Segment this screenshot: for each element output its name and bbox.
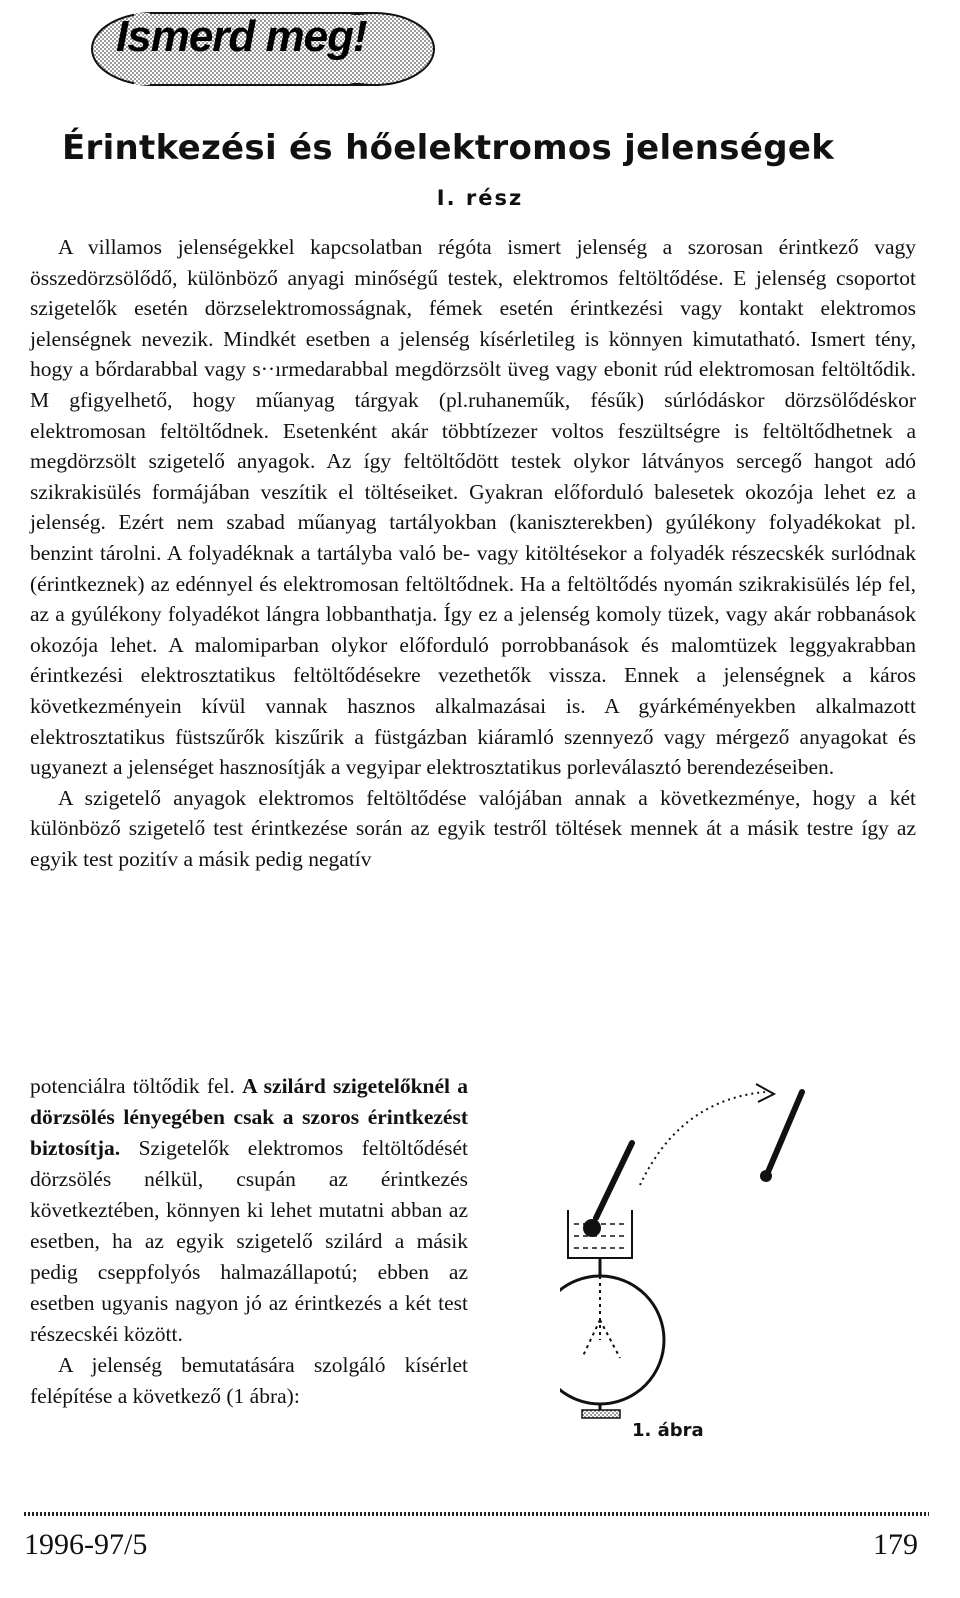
motion-arrow bbox=[640, 1092, 765, 1185]
article-body bbox=[30, 232, 916, 874]
rod-upper bbox=[768, 1092, 802, 1172]
figure-caption: 1. ábra bbox=[632, 1420, 704, 1441]
paragraph: A villamos jelenségekkel kapcsolatban régóta ismert jelenség a szorosan érintkező vagy összedörzsölődő, különböző anyagi minőségű testek, elektromos feltöltődése. E jelenség csoportot szigetelők esetén dörzselektromosságnak, fémek esetén érintkezési vagy kontakt elektromos jelenségnek nevezik. Mindkét esetben a jelenség kísérletileg is könnyen kimutatható. Ismert tény, hogy a bőrdarabbal vagy s··ırmedarabbal megdörzsölt üveg vagy ebonit rúd elektromosan feltöltődik. M gfigyelhető, hogy műanyag tárgyak (pl.ruhaneműk, fésűk) súrlódáskor dörzsölődéskor elektromosan feltöltődnek. Esetenként akár többtízezer voltos feszültségre is feltöltődhetnek a megdörzsölt szigetelő anyagok. Az így feltöltődött testek olykor látványos sercegő hangot adó szikrakisülés formájában veszítik el töltéseiket. Gyakran előforduló balesetek okozója lehet ez a jelenség. Ezért nem szabad műanyag tartályokban (kaniszterekben) gyúlékony folyadékokat pl. benzint tárolni. A folyadéknak a tartályba való be- vagy kitöltésekor a folyadék részecskék surlódnak (érintkeznek) az edénnyel és elektromosan feltöltődnek. Ha a feltöltődés nyomán szikrakisülés lép fel, az a gyúlékony folyadékot lángra lobbanthatja. Így ez a jelenség komoly tüzek, vagy akár robbanások okozója lehet. A malomiparban olykor előforduló porrobbanások és malomtüzek leggyakrabban érintkezési elektrosztatikus feltöltődésekre vezethetők vissza. Ennek a jelenségnek a káros következményein kívül vannak hasznos alkalmazásai is. A gyárkéményekben alkalmazott elektrosztatikus füstszűrők kiszűrik a füstgázban kiáramló szennyező vagy mérgező anyagokat és ugyanezt a jelenséget hasznosítják a vegyipar elektrosztatikus porleválasztó berendezéseiben. bbox=[30, 235, 916, 780]
bold-statement: A szilárd szigetelőknél a dörzsölés lényegében csak a szoros érintkezést biztosítja. bbox=[30, 1074, 468, 1160]
page-number: 179 bbox=[873, 1528, 918, 1561]
explanation-text: Szigetelők elektromos feltöltődését dörzsölés nélkül, csupán az érintkezés következtében, könnyen ki lehet mutatni abban az esetben, ha az egyik szigetelő szilárd a másik pedig cseppfolyós halmazállapotú; ebben az esetben ugyanis nagyon jó az érintkezés a két test részecskéi között. bbox=[30, 1136, 468, 1346]
experiment-figure bbox=[560, 1040, 850, 1420]
rod-dipped bbox=[596, 1143, 632, 1218]
electroscope-diagram bbox=[560, 1040, 850, 1420]
paragraph: A szigetelő anyagok elektromos feltöltődése valójában annak a következménye, hogy a két különböző szigetelő test érintkezése során az egyik testről töltések mennek át a másik testre így az egyik test pozitív a másik pedig negatív bbox=[30, 785, 916, 871]
issue-number: 1996-97/5 bbox=[24, 1528, 148, 1561]
banner-label: Ismerd meg! bbox=[116, 12, 367, 61]
paragraph: A jelenség bemutatására szolgáló kísérlet felépítése a következő (1 ábra): bbox=[30, 1353, 468, 1408]
article-part: I. rész bbox=[436, 186, 524, 210]
ground-base bbox=[582, 1410, 620, 1418]
electroscope-case bbox=[560, 1276, 664, 1404]
side-column-text bbox=[30, 1071, 468, 1412]
paragraph bbox=[30, 1071, 468, 1350]
article-title: Érintkezési és hőelektromos jelenségek bbox=[62, 128, 835, 168]
liquid-container bbox=[568, 1210, 632, 1258]
footer-divider bbox=[24, 1512, 929, 1516]
lead-text: potenciálra töltődik fel. bbox=[30, 1074, 235, 1098]
